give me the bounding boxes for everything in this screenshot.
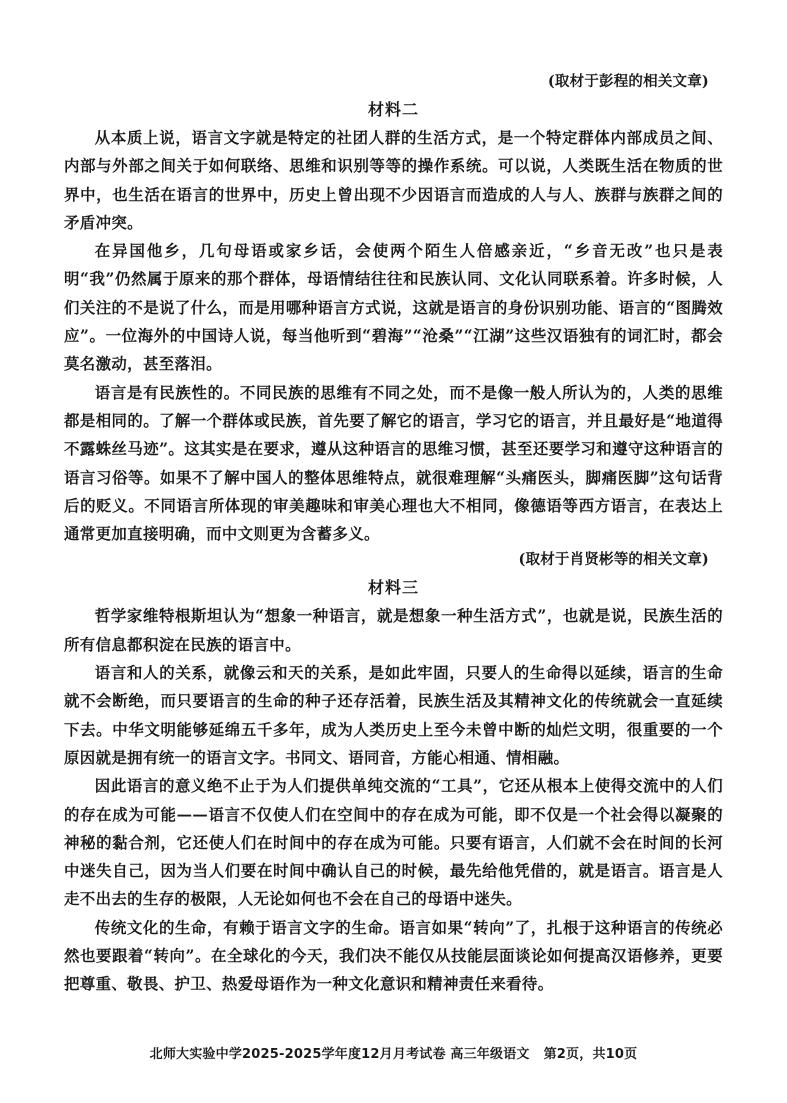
source-citation-1: (取材于彭程的相关文章) [547, 73, 709, 90]
material-3-title: 材料三 [367, 578, 419, 598]
source-citation-2: (取材于肖贤彬等的相关文章) [518, 551, 709, 569]
material-3-section [64, 574, 723, 998]
page-footer [0, 1045, 787, 1065]
paragraph: 语言和人的关系，就像云和天的关系，是如此牢固，只要人的生命得以延续，语言的生命就不会断绝，而只要语言的生命的种子还存活着，民族生活及其精神文化的传统就会一直延续下去。中华文明能够延绵五千多年，成为人类历史上至今未曾中断的灿烂文明，很重要的一个原因就是拥有统一的语言文字。书同文、语同音，方能心相通、情相融。 [64, 664, 723, 767]
material-2-title: 材料二 [367, 100, 419, 119]
page-number: 第2页，共10页 [543, 1047, 638, 1062]
paragraph: 因此语言的意义绝不止于为人们提供单纯交流的“工具”，它还从根本上使得交流中的人们的存在成为可能——语言不仅使人们在空间中的存在成为可能，即不仅是一个社会得以凝聚的神秘的黏合剂，它还使人们在时间中的存在成为可能。只要有语言，人们就不会在时间的长河中迷失自己，因为当人们要在时间中确认自己的时候，最先给他凭借的，就是语言。语言是人走不出去的生存的极限，人无论如何也不会在自己的母语中迷失。 [64, 777, 723, 909]
material-2-section [64, 96, 723, 572]
exam-title: 北师大实验中学2025-2025学年度12月月考试卷 高三年级语文 [149, 1047, 530, 1062]
paragraph: 传统文化的生命，有赖于语言文字的生命。语言如果“转向”了，扎根于这种语言的传统必然也要跟着“转向”。在全球化的今天，我们决不能仅从技能层面谈论如何提高汉语修养，更要把尊重、敬畏、护卫、热爱母语作为一种文化意识和精神责任来看待。 [64, 918, 723, 994]
paragraph: 语言是有民族性的。不同民族的思维有不同之处，而不是像一般人所认为的，人类的思维都是相同的。了解一个群体或民族，首先要了解它的语言，学习它的语言，并且最好是“地道得不露蛛丝马迹”。这其实是在要求，遵从这种语言的思维习惯，甚至还要学习和遵守这种语言的语言习俗等。如果不了解中国人的整体思维特点，就很难理解“头痛医头，脚痛医脚”这句话背后的贬义。不同语言所体现的审美趣味和审美心理也大不相同，像德语等西方语言，在表达上通常更加直接明确，而中文则更为含蓄多义。 [64, 383, 723, 544]
paragraph: 在异国他乡，几句母语或家乡话，会使两个陌生人倍感亲近，“乡音无改”也只是表明“我”仍然属于原来的那个群体，母语情结往往和民族认同、文化认同联系着。许多时候，人们关注的不是说了什么，而是用哪种语言方式说，这就是语言的身份识别功能、语言的“图腾效应”。一位海外的中国诗人说，每当他听到“碧海”“沧桑”“江湖”这些汉语独有的词汇时，都会莫名激动，甚至落泪。 [64, 242, 723, 374]
paragraph: 哲学家维特根斯坦认为“想象一种语言，就是想象一种生活方式”，也就是说，民族生活的所有信息都积淀在民族的语言中。 [64, 607, 723, 654]
paragraph: 从本质上说，语言文字就是特定的社团人群的生活方式，是一个特定群体内部成员之间、内部与外部之间关于如何联络、思维和识别等等的操作系统。可以说，人类既生活在物质的世界中，也生活在语言的世界中，历史上曾出现不少因语言而造成的人与人、族群与族群之间的矛盾冲突。 [64, 129, 723, 232]
